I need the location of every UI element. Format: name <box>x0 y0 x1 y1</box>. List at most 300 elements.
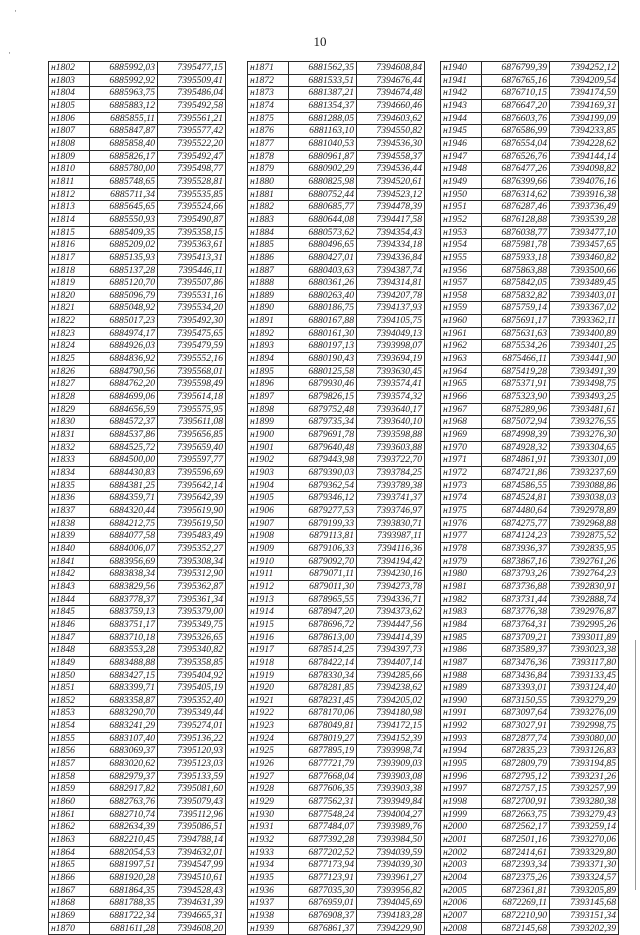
point-id-cell: н1952 <box>441 213 482 226</box>
y-coordinate-cell: 7395358,85 <box>158 656 226 669</box>
y-coordinate-cell: 7394660,46 <box>357 99 425 112</box>
table-row <box>441 175 619 188</box>
y-coordinate-cell: 7392978,89 <box>550 504 619 517</box>
point-id-cell: н1965 <box>441 378 482 391</box>
y-coordinate-cell: 7394334,18 <box>357 239 425 252</box>
x-coordinate-cell: 6882763,76 <box>90 796 158 809</box>
table-row <box>441 796 619 809</box>
table-row <box>441 897 619 910</box>
point-id-cell: н1910 <box>248 555 289 568</box>
y-coordinate-cell: 7393989,76 <box>357 821 425 834</box>
y-coordinate-cell: 7393023,38 <box>550 644 619 657</box>
x-coordinate-cell: 6878049,81 <box>289 720 357 733</box>
table-row <box>248 656 425 669</box>
x-coordinate-cell: 6873097,64 <box>482 707 550 720</box>
table-row <box>441 150 619 163</box>
table-row <box>49 403 226 416</box>
y-coordinate-cell: 7393741,37 <box>357 492 425 505</box>
point-id-cell: н1929 <box>248 796 289 809</box>
table-row <box>49 87 226 100</box>
table-row <box>49 872 226 885</box>
y-coordinate-cell: 7394169,31 <box>550 99 619 112</box>
x-coordinate-cell: 6883241,29 <box>90 720 158 733</box>
table-row <box>49 378 226 391</box>
table-row <box>248 213 425 226</box>
x-coordinate-cell: 6880186,75 <box>289 302 357 315</box>
table-row <box>441 846 619 859</box>
table-row <box>248 758 425 771</box>
table-row <box>248 593 425 606</box>
x-coordinate-cell: 6881533,51 <box>289 74 357 87</box>
x-coordinate-cell: 6875933,18 <box>482 251 550 264</box>
y-coordinate-cell: 7395498,77 <box>158 163 226 176</box>
point-id-cell: н1837 <box>49 504 90 517</box>
x-coordinate-cell: 6883956,69 <box>90 555 158 568</box>
point-id-cell: н1985 <box>441 631 482 644</box>
point-id-cell: н1912 <box>248 580 289 593</box>
point-id-cell: н1827 <box>49 378 90 391</box>
x-coordinate-cell: 6885645,65 <box>90 201 158 214</box>
y-coordinate-cell: 7392998,75 <box>550 720 619 733</box>
point-id-cell: н2006 <box>441 897 482 910</box>
x-coordinate-cell: 6880197,13 <box>289 340 357 353</box>
x-coordinate-cell: 6876647,20 <box>482 99 550 112</box>
y-coordinate-cell: 7395619,90 <box>158 504 226 517</box>
point-id-cell: н1955 <box>441 251 482 264</box>
point-id-cell: н1958 <box>441 289 482 302</box>
y-coordinate-cell: 7393916,38 <box>550 188 619 201</box>
point-id-cell: н1935 <box>248 872 289 885</box>
point-id-cell: н1817 <box>49 251 90 264</box>
point-id-cell: н1810 <box>49 163 90 176</box>
point-id-cell: н1906 <box>248 504 289 517</box>
y-coordinate-cell: 7394387,74 <box>357 264 425 277</box>
y-coordinate-cell: 7394285,66 <box>357 669 425 682</box>
table-row <box>49 669 226 682</box>
point-id-cell: н1876 <box>248 125 289 138</box>
point-id-cell: н1873 <box>248 87 289 100</box>
y-coordinate-cell: 7393491,39 <box>550 365 619 378</box>
x-coordinate-cell: 6877392,28 <box>289 834 357 847</box>
y-coordinate-cell: 7393830,71 <box>357 517 425 530</box>
table-row <box>248 720 425 733</box>
y-coordinate-cell: 7394547,99 <box>158 859 226 872</box>
table-row <box>49 631 226 644</box>
x-coordinate-cell: 6883838,34 <box>90 568 158 581</box>
table-row <box>441 821 619 834</box>
y-coordinate-cell: 7392976,87 <box>550 606 619 619</box>
y-coordinate-cell: 7394205,02 <box>357 694 425 707</box>
point-id-cell: н1855 <box>49 732 90 745</box>
y-coordinate-cell: 7393539,28 <box>550 213 619 226</box>
y-coordinate-cell: 7394603,62 <box>357 112 425 125</box>
table-row <box>248 644 425 657</box>
point-id-cell: н1932 <box>248 834 289 847</box>
table-row <box>441 872 619 885</box>
table-row <box>248 188 425 201</box>
x-coordinate-cell: 6878514,25 <box>289 644 357 657</box>
x-coordinate-cell: 6883710,18 <box>90 631 158 644</box>
table-row <box>248 454 425 467</box>
x-coordinate-cell: 6874124,23 <box>482 530 550 543</box>
y-coordinate-cell: 7394183,28 <box>357 909 425 922</box>
x-coordinate-cell: 6884430,83 <box>90 467 158 480</box>
table-row <box>49 758 226 771</box>
table-row <box>248 568 425 581</box>
y-coordinate-cell: 7395619,50 <box>158 517 226 530</box>
y-coordinate-cell: 7395112,96 <box>158 808 226 821</box>
point-id-cell: н1939 <box>248 922 289 935</box>
point-id-cell: н1894 <box>248 353 289 366</box>
page-number: 10 <box>313 34 327 49</box>
y-coordinate-cell: 7393270,06 <box>550 834 619 847</box>
x-coordinate-cell: 6879691,78 <box>289 429 357 442</box>
table-row <box>441 289 619 302</box>
point-id-cell: н2001 <box>441 834 482 847</box>
x-coordinate-cell: 6873709,21 <box>482 631 550 644</box>
point-id-cell: н1898 <box>248 403 289 416</box>
table-row <box>441 922 619 935</box>
point-id-cell: н1920 <box>248 682 289 695</box>
table-row <box>248 416 425 429</box>
y-coordinate-cell: 7395597,77 <box>158 454 226 467</box>
y-coordinate-cell: 7393301,09 <box>550 454 619 467</box>
y-coordinate-cell: 7393403,01 <box>550 289 619 302</box>
point-id-cell: н1811 <box>49 175 90 188</box>
y-coordinate-cell: 7392888,74 <box>550 593 619 606</box>
table-row <box>248 391 425 404</box>
x-coordinate-cell: 6885048,92 <box>90 302 158 315</box>
x-coordinate-cell: 6873589,37 <box>482 644 550 657</box>
y-coordinate-cell: 7395568,01 <box>158 365 226 378</box>
x-coordinate-cell: 6883553,28 <box>90 644 158 657</box>
x-coordinate-cell: 6880573,62 <box>289 226 357 239</box>
y-coordinate-cell: 7393276,30 <box>550 429 619 442</box>
x-coordinate-cell: 6879346,12 <box>289 492 357 505</box>
y-coordinate-cell: 7395352,40 <box>158 694 226 707</box>
point-id-cell: н1886 <box>248 251 289 264</box>
x-coordinate-cell: 6877606,35 <box>289 783 357 796</box>
table-row <box>441 62 619 75</box>
point-id-cell: н1883 <box>248 213 289 226</box>
x-coordinate-cell: 6880427,01 <box>289 251 357 264</box>
y-coordinate-cell: 7394199,09 <box>550 112 619 125</box>
point-id-cell: н1859 <box>49 783 90 796</box>
y-coordinate-cell: 7395079,43 <box>158 796 226 809</box>
x-coordinate-cell: 6872414,61 <box>482 846 550 859</box>
table-row <box>441 137 619 150</box>
point-id-cell: н1984 <box>441 618 482 631</box>
point-id-cell: н1982 <box>441 593 482 606</box>
point-id-cell: н1964 <box>441 365 482 378</box>
y-coordinate-cell: 7394397,73 <box>357 644 425 657</box>
point-id-cell: н1840 <box>49 542 90 555</box>
table-row <box>248 492 425 505</box>
point-id-cell: н1973 <box>441 479 482 492</box>
point-id-cell: н1969 <box>441 429 482 442</box>
x-coordinate-cell: 6879443,98 <box>289 454 357 467</box>
x-coordinate-cell: 6876038,77 <box>482 226 550 239</box>
x-coordinate-cell: 6880167,88 <box>289 315 357 328</box>
y-coordinate-cell: 7395535,85 <box>158 188 226 201</box>
point-id-cell: н1919 <box>248 669 289 682</box>
x-coordinate-cell: 6881163,10 <box>289 125 357 138</box>
table-row <box>441 492 619 505</box>
y-coordinate-cell: 7395577,42 <box>158 125 226 138</box>
x-coordinate-cell: 6883759,13 <box>90 606 158 619</box>
table-row <box>248 542 425 555</box>
x-coordinate-cell: 6872210,90 <box>482 909 550 922</box>
y-coordinate-cell: 7394631,39 <box>158 897 226 910</box>
table-row <box>441 580 619 593</box>
point-id-cell: н1893 <box>248 340 289 353</box>
point-id-cell: н1813 <box>49 201 90 214</box>
point-id-cell: н1972 <box>441 467 482 480</box>
point-id-cell: н1850 <box>49 669 90 682</box>
table-row <box>441 403 619 416</box>
y-coordinate-cell: 7393279,43 <box>550 808 619 821</box>
y-coordinate-cell: 7394174,59 <box>550 87 619 100</box>
y-coordinate-cell: 7395524,66 <box>158 201 226 214</box>
scan-mark-top: · <box>14 6 17 16</box>
table-row <box>248 340 425 353</box>
x-coordinate-cell: 6876603,76 <box>482 112 550 125</box>
table-row <box>49 188 226 201</box>
y-coordinate-cell: 7393498,75 <box>550 378 619 391</box>
x-coordinate-cell: 6884320,44 <box>90 504 158 517</box>
x-coordinate-cell: 6872757,15 <box>482 783 550 796</box>
table-row <box>49 429 226 442</box>
table-row <box>49 884 226 897</box>
y-coordinate-cell: 7395659,40 <box>158 441 226 454</box>
table-row <box>49 821 226 834</box>
x-coordinate-cell: 6879735,34 <box>289 416 357 429</box>
point-id-cell: н1889 <box>248 289 289 302</box>
table-row <box>248 125 425 138</box>
x-coordinate-cell: 6883427,15 <box>90 669 158 682</box>
table-row <box>248 264 425 277</box>
x-coordinate-cell: 6884656,59 <box>90 403 158 416</box>
x-coordinate-cell: 6879113,81 <box>289 530 357 543</box>
table-row <box>441 694 619 707</box>
table-row <box>248 669 425 682</box>
y-coordinate-cell: 7395081,60 <box>158 783 226 796</box>
table-row <box>441 770 619 783</box>
x-coordinate-cell: 6879930,46 <box>289 378 357 391</box>
table-row <box>49 353 226 366</box>
table-row <box>248 302 425 315</box>
x-coordinate-cell: 6885137,28 <box>90 264 158 277</box>
point-id-cell: н1967 <box>441 403 482 416</box>
point-id-cell: н1917 <box>248 644 289 657</box>
table-row <box>248 732 425 745</box>
table-row <box>441 302 619 315</box>
x-coordinate-cell: 6879199,33 <box>289 517 357 530</box>
table-row <box>49 555 226 568</box>
y-coordinate-cell: 7395349,75 <box>158 618 226 631</box>
y-coordinate-cell: 7393457,65 <box>550 239 619 252</box>
point-id-cell: н1959 <box>441 302 482 315</box>
y-coordinate-cell: 7394536,44 <box>357 163 425 176</box>
point-id-cell: н1852 <box>49 694 90 707</box>
x-coordinate-cell: 6876799,39 <box>482 62 550 75</box>
x-coordinate-cell: 6885780,00 <box>90 163 158 176</box>
y-coordinate-cell: 7394230,16 <box>357 568 425 581</box>
y-coordinate-cell: 7392968,88 <box>550 517 619 530</box>
table-row <box>248 872 425 885</box>
point-id-cell: н1951 <box>441 201 482 214</box>
point-id-cell: н1971 <box>441 454 482 467</box>
point-id-cell: н1832 <box>49 441 90 454</box>
point-id-cell: н1864 <box>49 846 90 859</box>
x-coordinate-cell: 6874586,55 <box>482 479 550 492</box>
table-row <box>248 517 425 530</box>
y-coordinate-cell: 7393998,74 <box>357 745 425 758</box>
point-id-cell: н1866 <box>49 872 90 885</box>
table-row <box>248 277 425 290</box>
x-coordinate-cell: 6872700,91 <box>482 796 550 809</box>
table-row <box>248 859 425 872</box>
x-coordinate-cell: 6885992,03 <box>90 62 158 75</box>
table-row <box>49 834 226 847</box>
point-id-cell: н1903 <box>248 467 289 480</box>
table-row <box>49 277 226 290</box>
point-id-cell: н1838 <box>49 517 90 530</box>
x-coordinate-cell: 6877202,52 <box>289 846 357 859</box>
x-coordinate-cell: 6880496,65 <box>289 239 357 252</box>
y-coordinate-cell: 7393903,38 <box>357 783 425 796</box>
point-id-cell: н1909 <box>248 542 289 555</box>
y-coordinate-cell: 7395361,34 <box>158 593 226 606</box>
x-coordinate-cell: 6874275,77 <box>482 517 550 530</box>
x-coordinate-cell: 6880752,44 <box>289 188 357 201</box>
scan-edge-line <box>635 640 636 890</box>
x-coordinate-cell: 6878965,55 <box>289 593 357 606</box>
table-row <box>248 99 425 112</box>
x-coordinate-cell: 6884006,07 <box>90 542 158 555</box>
table-row <box>49 618 226 631</box>
point-id-cell: н1915 <box>248 618 289 631</box>
table-row <box>441 783 619 796</box>
table-row <box>49 150 226 163</box>
point-id-cell: н1878 <box>248 150 289 163</box>
point-id-cell: н1897 <box>248 391 289 404</box>
point-id-cell: н1823 <box>49 327 90 340</box>
point-id-cell: н1962 <box>441 340 482 353</box>
table-row <box>441 365 619 378</box>
x-coordinate-cell: 6878281,85 <box>289 682 357 695</box>
point-id-cell: н1944 <box>441 112 482 125</box>
x-coordinate-cell: 6882979,37 <box>90 770 158 783</box>
point-id-cell: н1992 <box>441 720 482 733</box>
point-id-cell: н1945 <box>441 125 482 138</box>
x-coordinate-cell: 6872877,74 <box>482 732 550 745</box>
x-coordinate-cell: 6873393,01 <box>482 682 550 695</box>
point-id-cell: н1836 <box>49 492 90 505</box>
point-id-cell: н1844 <box>49 593 90 606</box>
x-coordinate-cell: 6884525,72 <box>90 441 158 454</box>
x-coordinate-cell: 6878422,14 <box>289 656 357 669</box>
x-coordinate-cell: 6878019,27 <box>289 732 357 745</box>
x-coordinate-cell: 6873476,36 <box>482 656 550 669</box>
y-coordinate-cell: 7393257,99 <box>550 783 619 796</box>
x-coordinate-cell: 6877721,79 <box>289 758 357 771</box>
table-row <box>248 74 425 87</box>
point-id-cell: н1806 <box>49 112 90 125</box>
y-coordinate-cell: 7392761,26 <box>550 555 619 568</box>
x-coordinate-cell: 6881562,35 <box>289 62 357 75</box>
x-coordinate-cell: 6877123,91 <box>289 872 357 885</box>
table-row <box>441 125 619 138</box>
point-id-cell: н1983 <box>441 606 482 619</box>
y-coordinate-cell: 7394238,62 <box>357 682 425 695</box>
table-row <box>248 467 425 480</box>
point-id-cell: н1815 <box>49 226 90 239</box>
table-row <box>441 884 619 897</box>
x-coordinate-cell: 6883829,56 <box>90 580 158 593</box>
table-row <box>441 568 619 581</box>
y-coordinate-cell: 7393441,90 <box>550 353 619 366</box>
x-coordinate-cell: 6876287,46 <box>482 201 550 214</box>
y-coordinate-cell: 7393205,89 <box>550 884 619 897</box>
y-coordinate-cell: 7394407,14 <box>357 656 425 669</box>
y-coordinate-cell: 7394550,82 <box>357 125 425 138</box>
table-row <box>49 239 226 252</box>
point-id-cell: н1914 <box>248 606 289 619</box>
table-row <box>49 656 226 669</box>
point-id-cell: н1863 <box>49 834 90 847</box>
point-id-cell: н1941 <box>441 74 482 87</box>
y-coordinate-cell: 7393276,55 <box>550 416 619 429</box>
y-coordinate-cell: 7395656,85 <box>158 429 226 442</box>
y-coordinate-cell: 7394105,75 <box>357 315 425 328</box>
y-coordinate-cell: 7394116,36 <box>357 542 425 555</box>
x-coordinate-cell: 6877895,19 <box>289 745 357 758</box>
table-row <box>248 821 425 834</box>
point-id-cell: н1936 <box>248 884 289 897</box>
point-id-cell: н1803 <box>49 74 90 87</box>
y-coordinate-cell: 7393998,07 <box>357 340 425 353</box>
table-row <box>441 188 619 201</box>
x-coordinate-cell: 6885135,93 <box>90 251 158 264</box>
x-coordinate-cell: 6873867,16 <box>482 555 550 568</box>
x-coordinate-cell: 6876477,26 <box>482 163 550 176</box>
y-coordinate-cell: 7395492,58 <box>158 99 226 112</box>
point-id-cell: н1923 <box>248 720 289 733</box>
point-id-cell: н1875 <box>248 112 289 125</box>
x-coordinate-cell: 6884537,86 <box>90 429 158 442</box>
x-coordinate-cell: 6883020,62 <box>90 758 158 771</box>
y-coordinate-cell: 7393304,65 <box>550 441 619 454</box>
table-row <box>248 315 425 328</box>
table-row <box>441 669 619 682</box>
x-coordinate-cell: 6872375,26 <box>482 872 550 885</box>
table-row <box>248 808 425 821</box>
x-coordinate-cell: 6884790,56 <box>90 365 158 378</box>
table-row <box>49 530 226 543</box>
x-coordinate-cell: 6882634,39 <box>90 821 158 834</box>
y-coordinate-cell: 7393784,25 <box>357 467 425 480</box>
x-coordinate-cell: 6875419,28 <box>482 365 550 378</box>
table-row <box>49 201 226 214</box>
table-row <box>441 429 619 442</box>
x-coordinate-cell: 6875832,82 <box>482 289 550 302</box>
point-id-cell: н1842 <box>49 568 90 581</box>
point-id-cell: н1839 <box>49 530 90 543</box>
x-coordinate-cell: 6880190,43 <box>289 353 357 366</box>
table-row <box>248 201 425 214</box>
x-coordinate-cell: 6885209,02 <box>90 239 158 252</box>
